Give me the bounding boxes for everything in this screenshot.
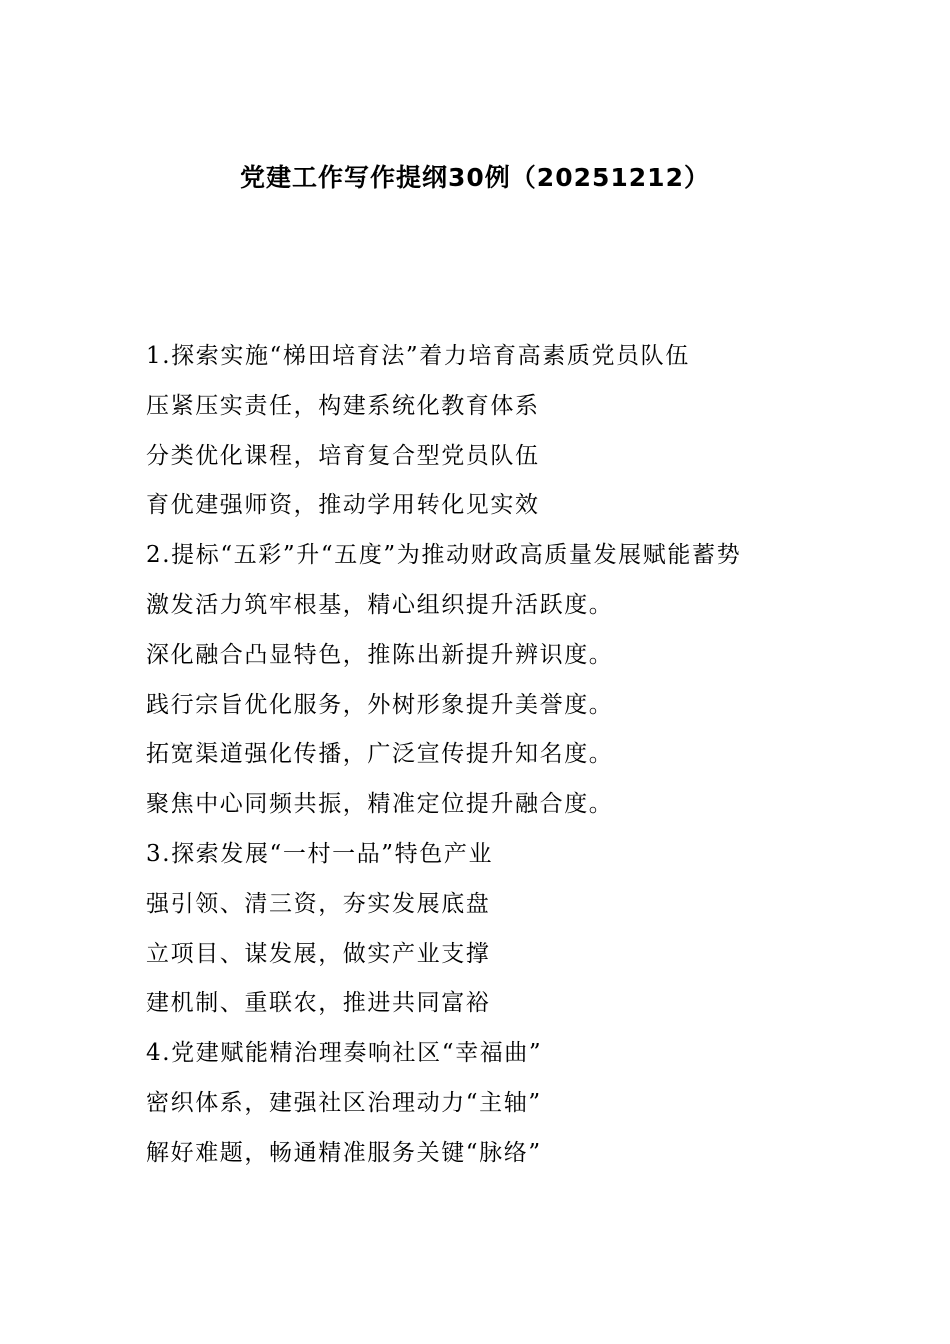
body-line: 压紧压实责任，构建系统化教育体系 (146, 392, 540, 419)
heading-4: 4.党建赋能精治理奏响社区“幸福曲” (146, 1040, 543, 1067)
body-line: 拓宽渠道强化传播，广泛宣传提升知名度。 (146, 741, 614, 768)
heading-2: 2.提标“五彩”升“五度”为推动财政高质量发展赋能蓄势 (146, 542, 742, 569)
document-title: 党建工作写作提纲30例（20251212） (240, 163, 710, 192)
body-line: 深化融合凸显特色，推陈出新提升辨识度。 (146, 641, 614, 668)
heading-1: 1.探索实施“梯田培育法”着力培育高素质党员队伍 (146, 343, 690, 369)
body-line: 育优建强师资，推动学用转化见实效 (146, 492, 540, 519)
body-line: 立项目、谋发展，做实产业支撑 (146, 940, 491, 967)
body-line: 践行宗旨优化服务，外树形象提升美誉度。 (146, 691, 614, 718)
heading-3: 3.探索发展“一村一品”特色产业 (146, 840, 494, 867)
body-line: 分类优化课程，培育复合型党员队伍 (146, 442, 540, 469)
body-line: 强引领、清三资，夯实发展底盘 (146, 890, 491, 917)
body-line: 激发活力筑牢根基，精心组织提升活跃度。 (146, 591, 614, 618)
body-line: 聚焦中心同频共振，精准定位提升融合度。 (146, 791, 614, 818)
body-line: 密织体系，建强社区治理动力“主轴” (146, 1089, 542, 1116)
body-line: 建机制、重联农，推进共同富裕 (146, 990, 491, 1017)
body-line: 解好难题，畅通精准服务关键“脉络” (146, 1139, 542, 1166)
document-body (146, 332, 866, 1179)
